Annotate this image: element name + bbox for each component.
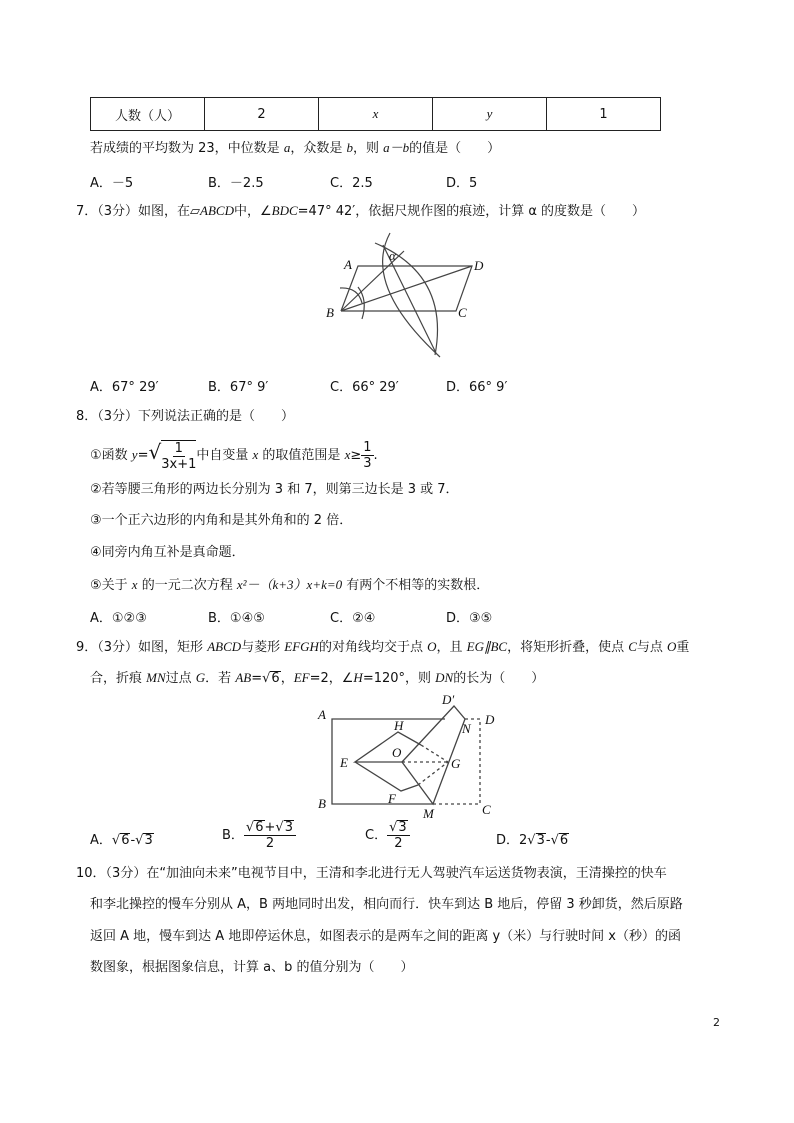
q8-option-b: B．①④⑤ (208, 611, 265, 626)
text: ，众数是 (290, 141, 347, 156)
q7-figure (310, 225, 510, 365)
var: H (353, 670, 363, 685)
radicand: 3 (398, 820, 407, 835)
coefficient: 2 (519, 833, 528, 848)
q9-option-a: A．√6-√3 (90, 833, 153, 848)
label: A． (90, 833, 112, 848)
var: y (131, 447, 138, 462)
label-c: C (482, 802, 491, 817)
q8-option-c: C．②④ (330, 611, 376, 626)
q8-option-a: A．①②③ (90, 611, 147, 626)
text: ，则 (352, 141, 384, 156)
fraction (361, 440, 373, 471)
var: EF (293, 670, 310, 685)
q10-line-2: 和李北操控的慢车分别从 A，B 两地同时出发，相向而行．快车到达 B 地后，停留 3 秒卸货，然后原路 (90, 897, 683, 912)
radicand: 6 (271, 671, 280, 686)
plus: + (264, 820, 276, 835)
denominator: 2 (265, 836, 275, 851)
label-d: D (474, 258, 484, 273)
q9-line-1 (76, 638, 689, 657)
var: G (195, 670, 206, 685)
radicand: 3 (536, 833, 545, 848)
q6-option-a: A．－5 (90, 176, 134, 191)
label-a: A (344, 257, 352, 272)
numerator: 1 (363, 440, 372, 455)
text: 9．（3分）如图，矩形 (76, 640, 208, 655)
radicand: 3 (284, 820, 293, 835)
text: 与点 (636, 640, 668, 655)
var: ABCD (200, 203, 234, 218)
q8-statement-1 (90, 436, 378, 472)
q7-option-b: B．67° 9′ (208, 380, 269, 395)
label-c: C (458, 305, 467, 320)
q10-line-3: 返回 A 地，慢车到达 A 地即停运休息，如图表示的是两车之间的距离 y（米）与行驶时间 x（秒）的函 (90, 929, 681, 944)
q8-statement-4: ④同旁内角互补是真命题． (90, 545, 245, 560)
denominator: 3x+1 (161, 456, 197, 472)
q7-option-c: C．66° 29′ (330, 380, 399, 395)
q9-line-2: 合，折痕 MN过点 G．若 AB=√6，EF=2，∠H=120°，则 DN的长为（ ） (90, 670, 545, 686)
text: 过点 (165, 671, 196, 686)
q8-statement-5 (90, 576, 489, 595)
numerator: √6+√3 (244, 820, 296, 836)
q7-option-a: A．67° 29′ (90, 380, 159, 395)
label-m: M (423, 806, 434, 821)
label-g: G (451, 756, 461, 771)
text: = (137, 448, 149, 463)
text: 若成绩的平均数为 23，中位数是 (90, 141, 284, 156)
fraction (161, 440, 196, 472)
label-e: E (340, 755, 348, 770)
text: ，将矩形折叠，使点 (507, 640, 629, 655)
var: C (628, 639, 637, 654)
text: ，且 (436, 640, 467, 655)
text: 与菱形 (241, 640, 285, 655)
text: ， (280, 671, 294, 686)
label-alpha: α (389, 248, 396, 263)
text: ≥ (350, 448, 362, 463)
table-cell: x (319, 98, 433, 131)
table-row (91, 98, 661, 131)
q8-stem: 8．（3分）下列说法正确的是（ ） (76, 409, 295, 424)
text: 的取值范围是 (258, 448, 345, 463)
text: 7．（3分）如图，在▱ (76, 204, 201, 219)
q8-option-d: D．③⑤ (446, 611, 493, 626)
label-n: N (462, 721, 471, 736)
text: 有两个不相等的实数根． (342, 578, 490, 593)
label-b: B (318, 796, 326, 811)
score-table (90, 97, 661, 131)
radicand: 6 (559, 833, 569, 848)
text: ⑤关于 (90, 578, 132, 593)
equation: x²－（k+3）x+k=0 (236, 577, 343, 592)
q6-option-b: B．－2.5 (208, 176, 264, 191)
text: 的值是（ ） (409, 141, 501, 156)
text: ．若 (205, 671, 236, 686)
var: MN (146, 670, 166, 685)
text: 合，折痕 (90, 671, 147, 686)
numerator: 1 (174, 440, 183, 456)
text: 重 (676, 640, 690, 655)
q9-option-d: D．2√3-√6 (496, 833, 569, 848)
var: x (131, 577, 138, 592)
fraction (387, 820, 410, 851)
label: B． (222, 828, 244, 843)
var: EFGH (284, 639, 319, 654)
denominator: 3 (363, 456, 372, 471)
radicand: 6 (121, 833, 130, 848)
text: = (251, 671, 263, 686)
label-a: A (318, 707, 326, 722)
denominator: 2 (394, 836, 403, 851)
q9-option-b (222, 820, 296, 851)
var: EG∥BC (466, 639, 508, 654)
label-h: H (394, 718, 404, 733)
text: =120°，则 (362, 671, 436, 686)
page-number: 2 (713, 1016, 720, 1029)
table-cell: 2 (205, 98, 319, 131)
label-f: F (388, 791, 396, 806)
var: AB (235, 670, 252, 685)
var: BDC (271, 203, 298, 218)
var: x (344, 447, 351, 462)
q10-line-1: 10．（3分）在“加油向未来”电视节目中，王清和李北进行无人驾驶汽车运送货物表演，王清操控的快车 (76, 866, 667, 881)
table-cell: 1 (547, 98, 661, 131)
var: a (283, 140, 291, 155)
text: 的长为（ ） (453, 671, 545, 686)
label-d: D (485, 712, 495, 727)
text: ①函数 (90, 448, 132, 463)
q8-statement-3: ③一个正六边形的内角和是其外角和的 2 倍． (90, 513, 353, 528)
text: 中自变量 (196, 448, 253, 463)
q6-stem (90, 139, 500, 158)
label: C． (365, 828, 388, 843)
text: . (373, 448, 378, 463)
text: =2，∠ (309, 671, 354, 686)
label-b: B (326, 305, 334, 320)
text: 的对角线均交于点 (318, 640, 428, 655)
q6-option-c: C．2.5 (330, 176, 373, 191)
label-o: O (392, 745, 402, 760)
q8-statement-2: ②若等腰三角形的两边长分别为 3 和 7，则第三边长是 3 或 7． (90, 482, 459, 497)
text: 中，∠ (234, 204, 272, 219)
expr: a－b (383, 140, 410, 155)
var: O (427, 639, 437, 654)
q9-option-c (365, 820, 410, 851)
table-cell: y (433, 98, 547, 131)
text: 的一元二次方程 (137, 578, 237, 593)
var: ABCD (207, 639, 242, 654)
q10-line-4: 数图象，根据图象信息，计算 a、b 的值分别为（ ） (90, 960, 414, 975)
var: x (252, 447, 259, 462)
q9-figure (310, 690, 510, 825)
numerator: √3 (387, 820, 410, 836)
radicand: 3 (144, 833, 153, 848)
text: =47° 42′，依据尺规作图的痕迹，计算 α 的度数是（ ） (297, 204, 646, 219)
sqrt-symbol: √ (148, 440, 162, 464)
label: D． (496, 833, 520, 848)
q7-stem (76, 202, 645, 221)
q7-option-d: D．66° 9′ (446, 380, 508, 395)
var: DN (435, 670, 454, 685)
radicand: 6 (255, 820, 264, 835)
fraction (244, 820, 296, 851)
label-d-prime: D′ (442, 692, 455, 707)
var: O (667, 639, 677, 654)
table-header-cell: 人数（人） (91, 98, 205, 131)
q6-option-d: D．5 (446, 176, 478, 191)
var: b (346, 140, 353, 155)
